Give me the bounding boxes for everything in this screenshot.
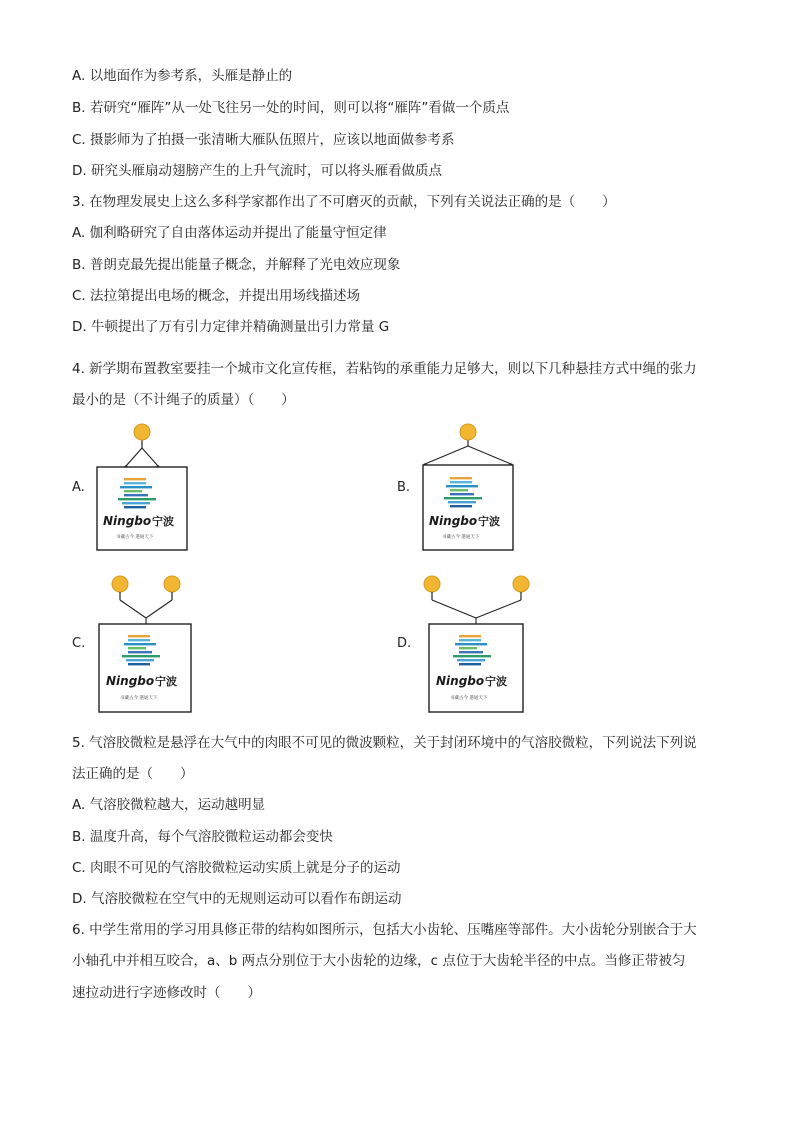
logo-cn: 宁波: [478, 515, 500, 528]
q5-option-a: A. 气溶胶微粒越大，运动越明显: [72, 797, 266, 813]
rope-right: [146, 600, 172, 618]
logo-slogan: 书藏古今 港通天下: [116, 535, 154, 540]
q3-option-a: A. 伽利略研究了自由落体运动并提出了能量守恒定律: [72, 225, 387, 241]
hook-pin-icon: [424, 576, 440, 592]
q3-stem: 3. 在物理发展史上这么多科学家都作出了不可磨灭的贡献，下列有关说法正确的是（ ）: [72, 194, 616, 210]
q4-figure-d: [418, 572, 533, 717]
q4-label-c: C.: [72, 636, 86, 651]
hook-pin-icon: [134, 424, 150, 440]
q2-option-c: C. 摄影师为了拍摄一张清晰大雁队伍照片，应该以地面做参考系: [72, 132, 455, 148]
logo-slogan: 书藏古今 港通天下: [450, 696, 488, 701]
rope-left: [432, 600, 476, 618]
q2-option-a: A. 以地面作为参考系，头雁是静止的: [72, 68, 293, 84]
logo-text: Ningbo: [106, 674, 155, 688]
q3-option-d: D. 牛顿提出了万有引力定律并精确测量出引力常量 G: [72, 319, 390, 335]
q2-option-b: B. 若研究“雁阵”从一处飞往另一处的时间，则可以将“雁阵”看做一个质点: [72, 100, 510, 116]
q2-option-d: D. 研究头雁扇动翅膀产生的上升气流时，可以将头雁看做质点: [72, 163, 442, 179]
rope-right: [476, 600, 521, 618]
logo-cn: 宁波: [155, 675, 177, 688]
q4-stem-line2: 最小的是（不计绳子的质量）（ ）: [72, 392, 295, 408]
q6-stem-line1: 6. 中学生常用的学习用具修正带的结构如图所示，包括大小齿轮、压嘴座等部件。大小齿轮分别嵌合于大: [72, 922, 697, 938]
q6-stem-line3: 速拉动进行字迹修改时（ ）: [72, 985, 261, 1001]
q4-label-b: B.: [397, 480, 411, 495]
q4-stem-line1: 4. 新学期布置教室要挂一个城市文化宣传框，若粘钩的承重能力足够大，则以下几种悬挂方式中绳的张力: [72, 361, 697, 377]
q5-option-d: D. 气溶胶微粒在空气中的无规则运动可以看作布朗运动: [72, 891, 402, 907]
q5-stem-line1: 5. 气溶胶微粒是悬浮在大气中的肉眼不可见的微波颗粒，关于封闭环境中的气溶胶微粒，下列说法下列说: [72, 735, 697, 751]
hook-pin-icon: [460, 424, 476, 440]
rope-left: [120, 600, 146, 618]
logo-slogan: 书藏古今 港通天下: [120, 696, 158, 701]
rope-left: [126, 448, 142, 466]
q4-label-a: A.: [72, 480, 85, 495]
q3-option-c: C. 法拉第提出电场的概念，并提出用场线描述场: [72, 288, 361, 304]
q6-stem-line2: 小轴孔中并相互咬合，a、b 两点分别位于大小齿轮的边缘，c 点位于大齿轮半径的中点。当修正带被匀: [72, 953, 686, 969]
q4-figure-b: [418, 420, 528, 555]
rope-left: [425, 446, 468, 464]
hook-pin-icon: [112, 576, 128, 592]
hook-pin-icon: [513, 576, 529, 592]
rope-right: [468, 446, 511, 464]
q3-option-b: B. 普朗克最先提出能量子概念，并解释了光电效应现象: [72, 257, 401, 273]
q4-label-d: D.: [397, 636, 412, 651]
logo-cn: 宁波: [485, 675, 507, 688]
logo-text: Ningbo: [429, 514, 478, 528]
q4-figure-c: [92, 572, 202, 717]
logo-text: Ningbo: [103, 514, 152, 528]
hook-pin-icon: [164, 576, 180, 592]
q4-figure-a: [92, 420, 202, 555]
logo-cn: 宁波: [152, 515, 174, 528]
q5-option-b: B. 温度升高，每个气溶胶微粒运动都会变快: [72, 829, 333, 845]
q5-stem-line2: 法正确的是（ ）: [72, 766, 194, 782]
logo-text: Ningbo: [436, 674, 485, 688]
logo-slogan: 书藏古今 港通天下: [442, 535, 480, 540]
q5-option-c: C. 肉眼不可见的气溶胶微粒运动实质上就是分子的运动: [72, 860, 401, 876]
rope-right: [142, 448, 158, 466]
